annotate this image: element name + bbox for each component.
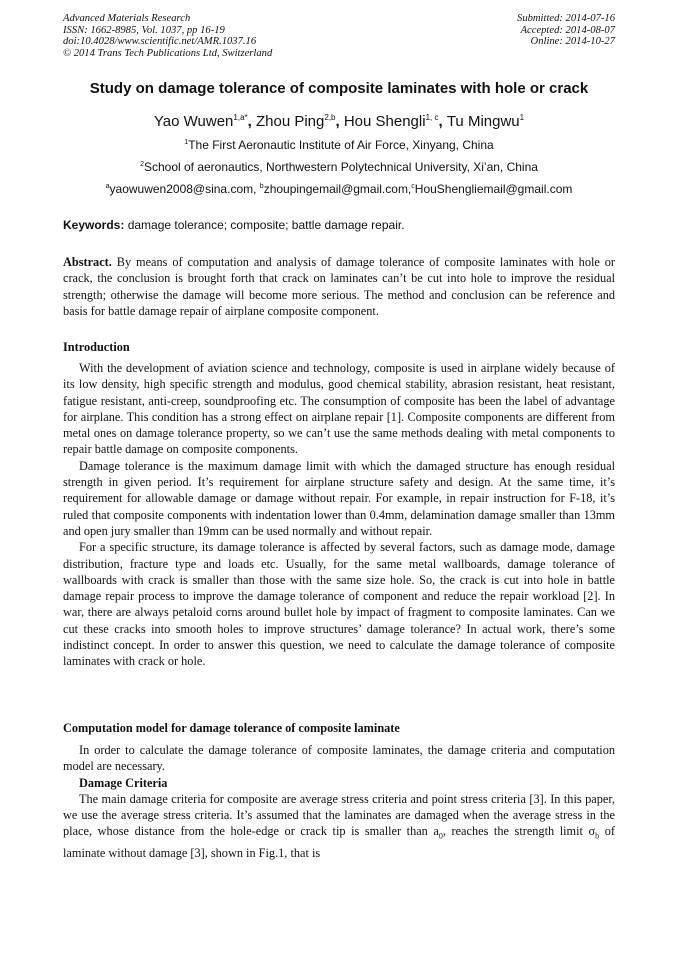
author-sup: 1, c [425,113,439,122]
author-sup: 1 [519,113,525,122]
introduction-heading: Introduction [63,340,130,354]
paragraph: In order to calculate the damage tolerance of composite laminates, the damage criteria and computation model are necessary. [63,743,615,774]
online-date: Online: 2014-10-27 [530,36,615,48]
email-sup: c [411,183,415,190]
journal-name: Advanced Materials Research [63,13,191,24]
sigma-symbol: σ [588,824,596,839]
computation-body [63,742,615,862]
affiliation-2 [40,160,638,174]
journal-info [63,13,272,59]
text-run: The main damage criteria for composite are average stress criteria and point stress criteria [3]. In this paper, we use the average stress criteria. It’s assumed that the laminates are damaged when the average stress in the place, whose distance from the hole-edge or crack tip is smaller than a [63,791,615,839]
affiliation-text: School of aeronautics, Northwestern Polytechnical University, Xi’an, China [143,160,538,174]
accepted-date: Accepted: 2014-08-07 [520,24,615,36]
submitted-date: Submitted: 2014-07-16 [517,13,615,24]
author-sup: 1,a* [233,113,248,122]
author-name: Hou Shengli [343,113,426,130]
computation-heading: Computation model for damage tolerance of composite laminate [63,721,400,735]
email-list [40,182,638,196]
abstract-label: Abstract. [63,255,112,269]
damage-criteria-heading: Damage Criteria [79,775,168,790]
author-name: Zhou Ping [255,113,325,130]
paragraph [63,791,615,862]
email-text: HouShengliemail@gmail.com [414,182,573,196]
author-name: Yao Wuwen [153,113,234,130]
email-sup: b [259,183,264,190]
keywords-label: Keywords: [63,218,125,232]
text-run: , reaches the strength limit [442,824,589,839]
affiliation-1 [40,138,638,152]
author-name: Tu Mingwu [446,113,520,130]
author-sep: , [335,113,344,130]
affiliation-text: The First Aeronautic Institute of Air Force, Xinyang, China [188,138,494,152]
author-list [40,113,638,130]
subscript: 0 [438,831,443,841]
email-sup: a [105,183,110,190]
keywords-text: damage tolerance; composite; battle damage repair. [127,218,405,232]
abstract-text: By means of computation and analysis of damage tolerance of composite laminates with hole or crack, the conclusion is brought forth that crack on laminates can’t be cut into hole to improve the residual strength; otherwise the damage will become more serious. The method and conclusion can be reference and basis for battle damage repair of airplane composite component. [63,255,615,318]
submission-dates [517,13,615,48]
keywords [63,218,615,232]
author-sup: 2,b [324,113,336,122]
issn-line: ISSN: 1662-8985, Vol. 1037, pp 16-19 [63,24,225,36]
paragraph: For a specific structure, its damage tolerance is affected by several factors, such as damage mode, damage distribution, fracture type and loads etc. Usually, for the same metal wallboards, damage tolerance of wallboards with crack is smaller than those with the same size hole. So, the crack is cut into hole in battle damage repair process to improve the damage tolerance of component and reduce the repair workload [2]. In war, there are always petaloid corns around bullet hole by impact of fragment to composite laminates. Can we cut these cracks into smooth holes to improve structures’ damage tolerance? In actual work, there’s some indistinct concept. In order to answer this question, we need to calculate the damage tolerance of composite laminates with crack or hole. [63,540,615,669]
affiliation-sup: 2 [140,161,144,168]
copyright-line: © 2014 Trans Tech Publications Ltd, Switzerland [63,47,273,59]
author-sep: , [438,113,447,130]
email-text: yaowuwen2008@sina.com, [109,182,260,196]
affiliation-sup: 1 [184,139,189,146]
abstract [63,254,615,319]
doi-line: doi:10.4028/www.scientific.net/AMR.1037.16 [63,36,257,48]
subscript: b [595,831,600,841]
author-sep: , [247,113,256,130]
paper-title: Study on damage tolerance of composite laminates with hole or crack [89,80,589,97]
email-text: zhoupingemail@gmail.com, [263,182,412,196]
paragraph: With the development of aviation science and technology, composite is used in airplane widely because of its low density, high specific strength and modulus, good chemical stability, abrasion resistant, heat resistant, fatigue resistant, anti-creep, soundproofing etc. The consumption of composite has been the label of advantage for airplane. This condition has a strong effect on airplane repair [1]. Composite components are different from metal ones on damage tolerance property, so we can’t use the same methods dealing with metal components to repair battle damage on composite components. [63,361,615,457]
paragraph: Damage tolerance is the maximum damage limit with which the damaged structure has enough residual strength in given period. It’s requirement for airplane structure safety and design. At the same time, it’s requirement for allowable damage or damage without repair. For example, in repair instruction for F-18, it’s ruled that composite components with indentation lower than 0.4mm, delamination damage smaller than 13mm and open jury smaller than 19mm can be used normally and without repair. [63,458,615,538]
introduction-body [63,360,615,670]
text-run: of laminate without damage [3], shown in Fig.1, that is [63,824,615,861]
